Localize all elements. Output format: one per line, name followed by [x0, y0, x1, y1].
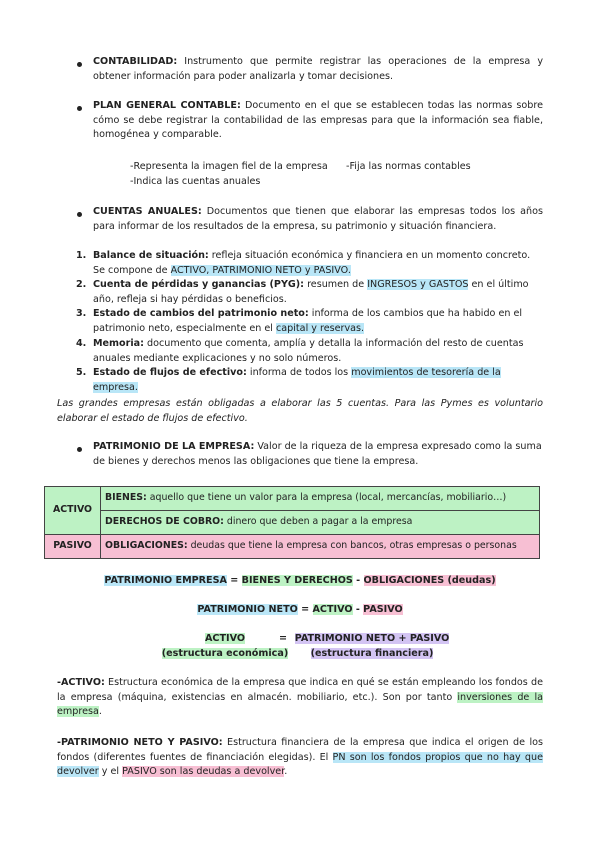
list-number: 1. [76, 250, 87, 261]
formula-term: OBLIGACIONES (deudas) [363, 575, 496, 586]
patrimonio-paragraph [93, 440, 543, 469]
formula-operator: - [352, 604, 364, 615]
formula-pn-sub [292, 647, 452, 662]
pasivo-cell: PASIVO [45, 535, 101, 559]
plan-sub-1a: -Representa la imagen fiel de la empresa [130, 161, 328, 172]
list-item-text: refleja situación económica y financiera en un momento concreto. Se compone de [93, 250, 531, 276]
list-item-text: informa de los cambios que ha habido en el patrimonio neto, especialmente en el [93, 308, 523, 334]
contabilidad-paragraph [93, 55, 543, 84]
list-item-highlight: ACTIVO, PATRIMONIO NETO y PASIVO. [170, 264, 351, 276]
activo-text: Estructura económica de la empresa que indica en qué se están empleando los fondos de la empresa (máquina, existencias en almacén. mobiliario, etc.). Son por tanto [57, 677, 543, 703]
pn-pasivo-term: -PATRIMONIO NETO Y PASIVO: [57, 737, 223, 748]
formula-pn-pasivo-term [292, 632, 452, 647]
list-item-highlight: movimientos de tesorería de la empresa. [93, 367, 501, 393]
list-item-term: Balance de situación: [93, 250, 209, 261]
activo-cell: ACTIVO [45, 487, 101, 535]
derechos-cell [101, 511, 540, 535]
formula-term: BIENES Y DERECHOS [241, 575, 353, 586]
list-item-term: Estado de cambios del patrimonio neto: [93, 308, 309, 319]
list-item [93, 278, 545, 307]
list-item [93, 307, 545, 336]
list-item-term: Memoria: [93, 338, 144, 349]
derechos-text: dinero que deben a pagar a la empresa [223, 516, 413, 528]
activo-after: . [98, 706, 102, 717]
formula-activo-sub [150, 647, 300, 662]
plan-sub-2: -Indica las cuentas anuales [130, 176, 261, 187]
list-number: 3. [76, 308, 87, 319]
bullet-icon [77, 62, 82, 67]
plan-text: Documento en el que se establecen todas las normas sobre cómo se debe registrar la contabilidad de las empresas para que la información sea fiable, homogénea y comparable. [93, 100, 543, 140]
activo-paragraph [57, 676, 543, 720]
list-item-highlight: INGRESOS y GASTOS [367, 279, 469, 290]
bullet-icon [77, 212, 82, 217]
formula-patrimonio-neto [0, 603, 600, 618]
cuentas-paragraph [93, 205, 543, 234]
derechos-term: DERECHOS DE COBRO: [105, 516, 224, 528]
list-item [93, 366, 545, 395]
list-item-text: resumen de [304, 279, 368, 290]
bullet-icon [77, 106, 82, 111]
formula-operator: - [352, 575, 364, 586]
formula-patrimonio-empresa [0, 574, 600, 589]
list-number: 2. [76, 279, 87, 290]
table-row [45, 535, 540, 559]
formula-term: PATRIMONIO NETO + PASIVO [294, 633, 450, 644]
formula-activo-eq: = [278, 633, 288, 644]
pn-highlight: PN son los fondos propios que no hay que devolver [57, 751, 543, 777]
formula-term: ACTIVO [312, 604, 353, 615]
obligaciones-text: deudas que tiene la empresa con bancos, otras empresas o personas [187, 540, 517, 552]
note-text: Las grandes empresas están obligadas a elaborar las 5 cuentas. Para las Pymes es voluntario elaborar el estado de flujos de efectivo. [57, 398, 543, 424]
list-number: 5. [76, 367, 87, 378]
contabilidad-text: Instrumento que permite registrar las operaciones de la empresa y obtener información para poder analizarla y tomar decisiones. [93, 56, 543, 82]
activo-highlight: inversiones de la empresa [57, 691, 544, 717]
formula-term: PATRIMONIO EMPRESA [104, 575, 227, 586]
plan-term: PLAN GENERAL CONTABLE: [93, 100, 241, 111]
table-row [45, 511, 540, 535]
list-item-highlight: capital y reservas. [276, 322, 365, 334]
pn-pasivo-text: Estructura financiera de la empresa que indica el origen de los fondos (diferentes fuentes de financiación elegidas). El [57, 737, 543, 763]
bienes-cell [101, 487, 540, 511]
patrimonio-term: PATRIMONIO DE LA EMPRESA: [93, 441, 255, 452]
formula-term: ACTIVO [205, 633, 245, 644]
formula-subtitle: (estructura económica) [161, 648, 289, 659]
plan-paragraph [93, 99, 543, 143]
obligaciones-term: OBLIGACIONES: [105, 540, 188, 552]
bienes-text: aquello que tiene un valor para la empresa (local, mercancías, mobiliario…) [146, 492, 507, 504]
patrimonio-table [44, 486, 540, 559]
pn-pasivo-after: . [284, 766, 288, 777]
plan-sub-1b: -Fija las normas contables [346, 161, 471, 172]
list-item-after: en el último año, refleja si hay pérdidas o beneficios. [93, 279, 529, 305]
activo-term: -ACTIVO: [57, 677, 105, 688]
formula-subtitle: (estructura financiera) [310, 648, 434, 659]
formula-term: PASIVO [363, 604, 403, 615]
formula-operator: = [226, 575, 242, 586]
list-item [93, 249, 545, 278]
list-item-term: Cuenta de pérdidas y ganancias (PYG): [93, 279, 305, 290]
table-row [45, 487, 540, 511]
contabilidad-term: CONTABILIDAD: [93, 56, 178, 67]
list-item-term: Estado de flujos de efectivo: [93, 367, 247, 378]
pn-pasivo-paragraph [57, 736, 543, 780]
formula-operator: = [297, 604, 313, 615]
obligaciones-cell [101, 535, 540, 559]
patrimonio-text: Valor de la riqueza de la empresa expresado como la suma de bienes y derechos menos las obligaciones que tiene la empresa. [93, 441, 542, 467]
pn-pasivo-mid: y el [98, 766, 123, 777]
list-number: 4. [76, 338, 87, 349]
bullet-icon [77, 447, 82, 452]
bienes-term: BIENES: [105, 492, 147, 504]
list-item-text: informa de todos los [246, 367, 352, 378]
list-item-text: documento que comenta, amplía y detalla la información del resto de cuentas anuales mediante explicaciones y no solo números. [93, 338, 524, 364]
cuentas-text: Documentos que tienen que elaborar las empresas todos los años para informar de los resultados de la empresa, su patrimonio y situación financiera. [93, 206, 543, 232]
formula-term: PATRIMONIO NETO [197, 604, 298, 615]
pasivo-highlight: PASIVO son las deudas a devolver [122, 766, 285, 777]
list-item [93, 337, 545, 366]
cuentas-term: CUENTAS ANUALES: [93, 206, 202, 217]
